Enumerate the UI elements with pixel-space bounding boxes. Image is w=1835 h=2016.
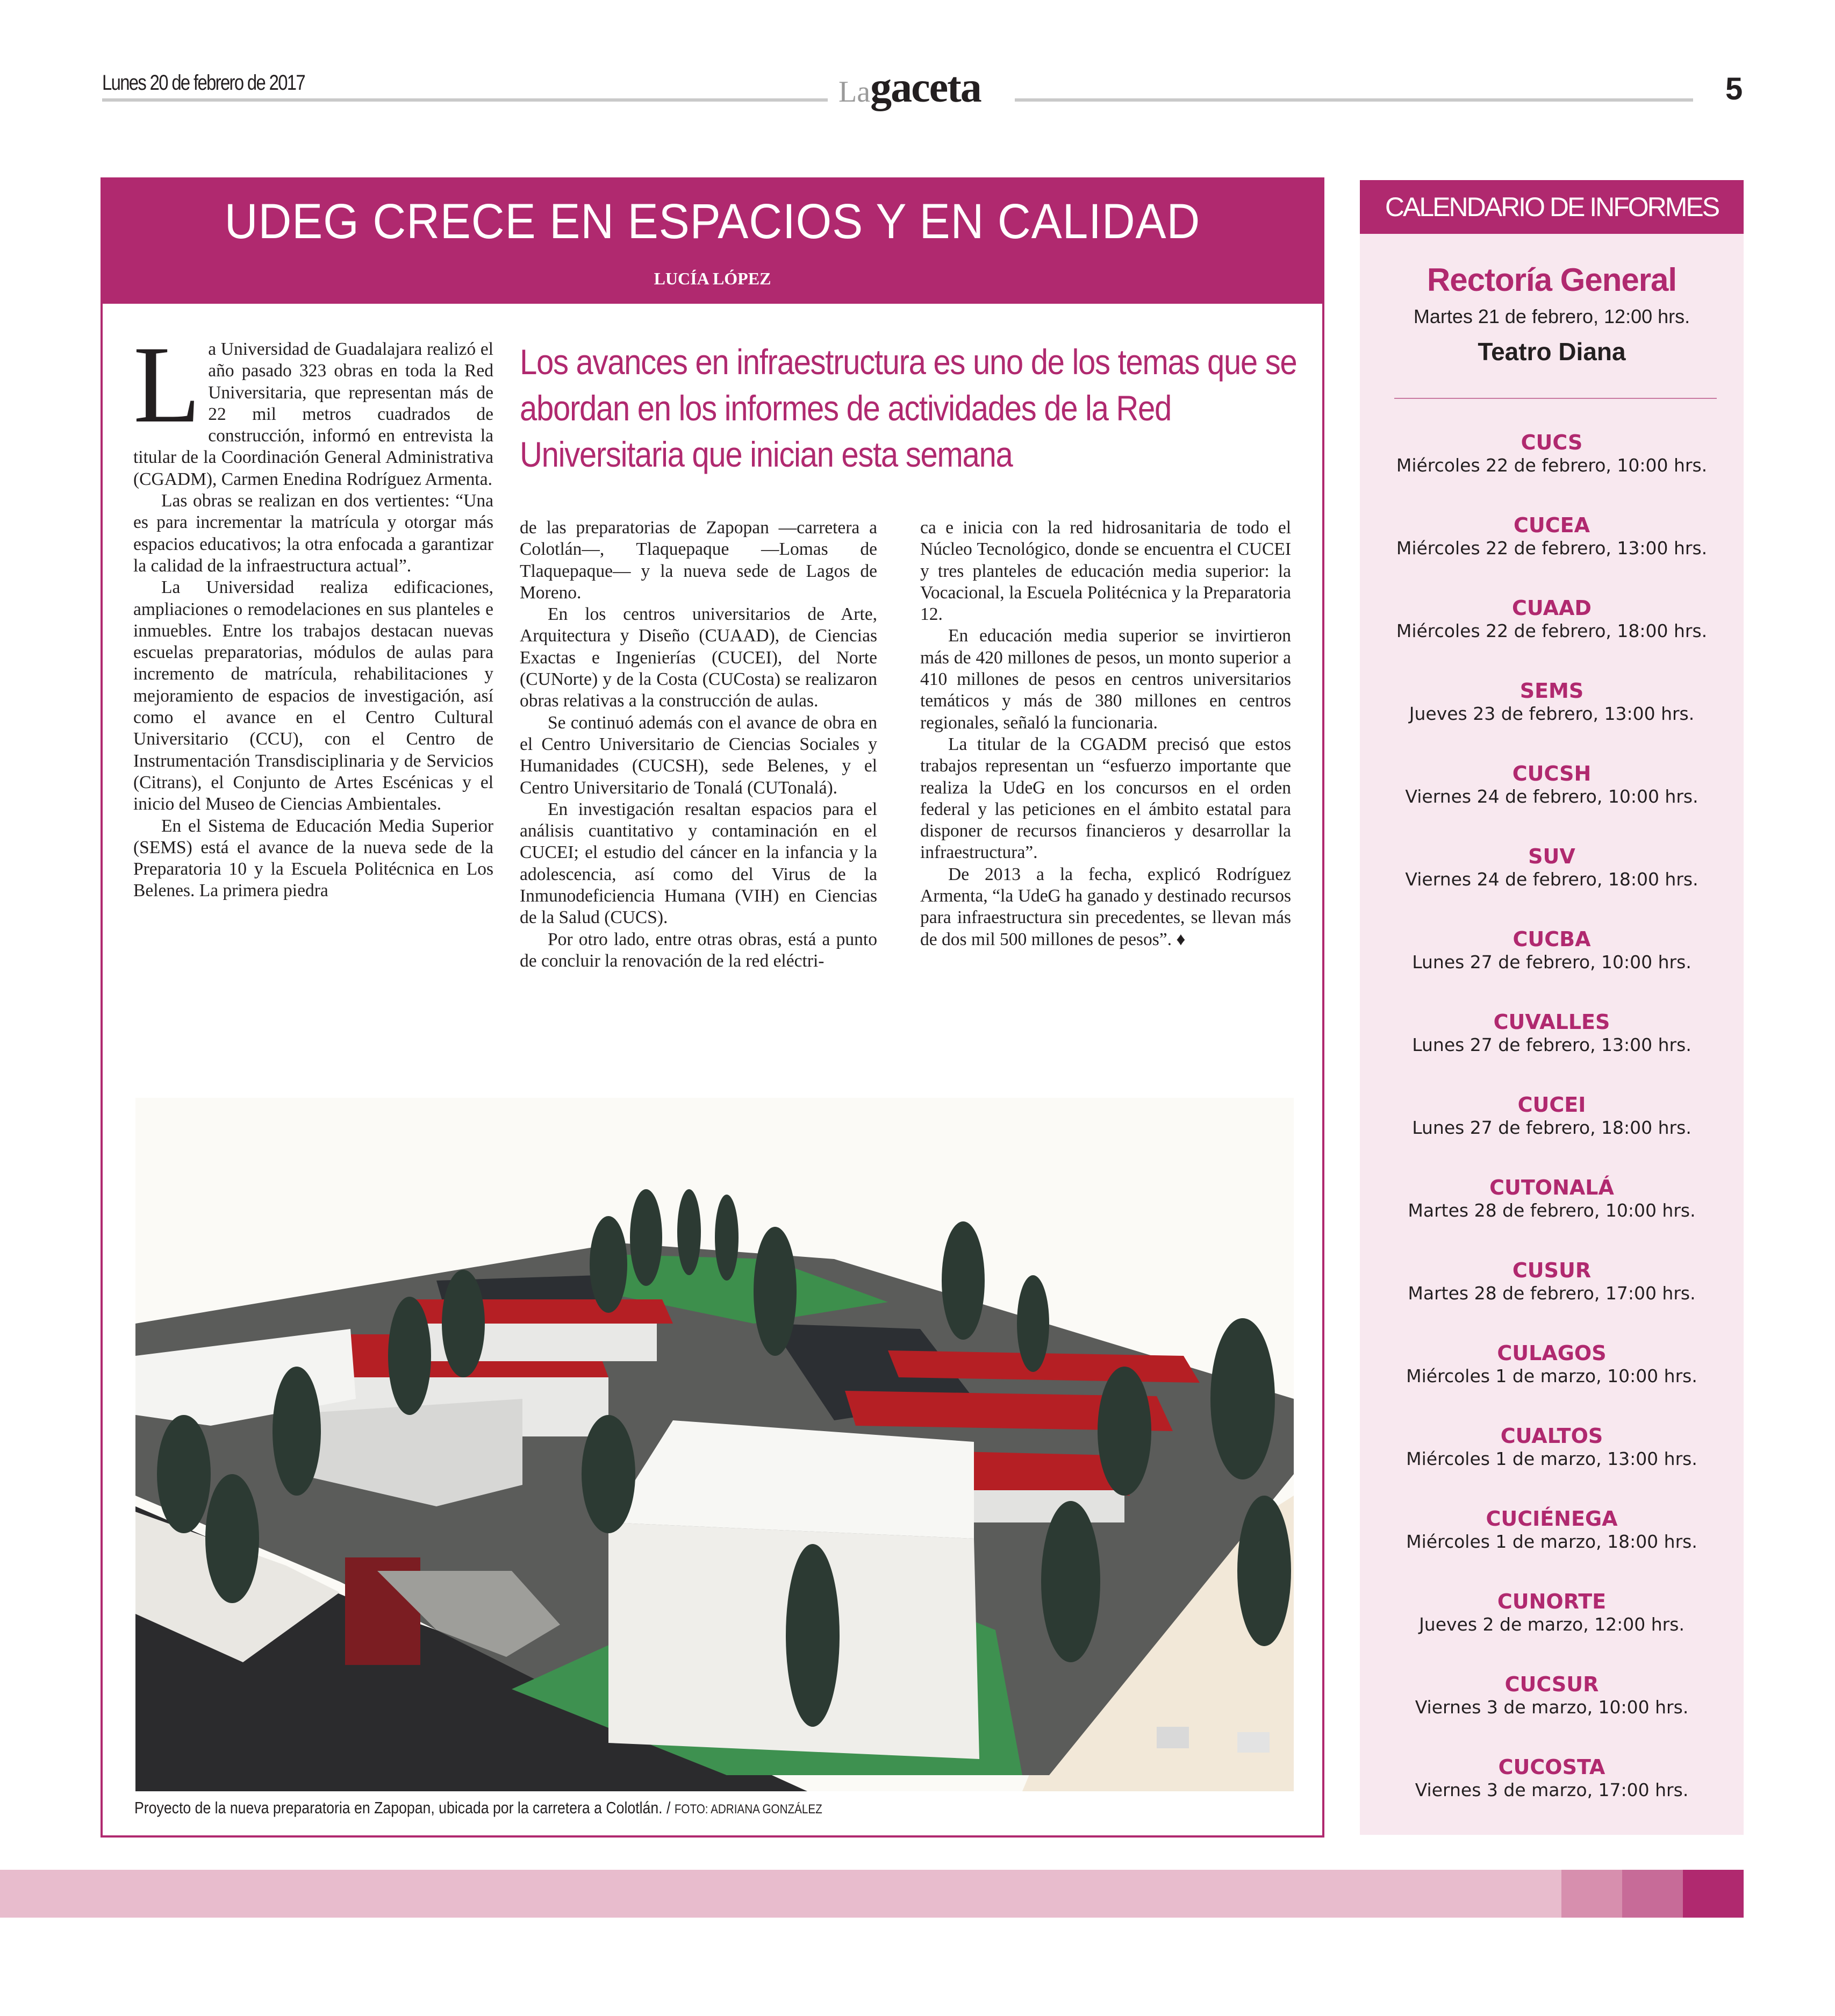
logo-gaceta: gaceta [870, 64, 981, 111]
calendar-event: CUCSUR Viernes 3 de marzo, 10:00 hrs. [1415, 1672, 1689, 1718]
calendar-event: CUCEA Miércoles 22 de febrero, 13:00 hrs. [1396, 513, 1708, 559]
calendar-event: CULAGOS Miércoles 1 de marzo, 10:00 hrs. [1406, 1341, 1697, 1386]
paragraph: En el Sistema de Educación Media Superior (SEMS) está el avance de la nueva sede de la Preparatoria 10 y la Escuela Politécnica en Los Belenes. La primera piedra [133, 816, 493, 901]
calendar-event: SUV Viernes 24 de febrero, 18:00 hrs. [1405, 845, 1698, 890]
calendar-event: CUCEI Lunes 27 de febrero, 18:00 hrs. [1412, 1093, 1691, 1138]
masthead-logo [838, 63, 981, 112]
calendar-divider [1394, 398, 1717, 399]
featured-event-name: Rectoría General [1427, 262, 1677, 298]
article-column-2 [520, 517, 877, 972]
paragraph: La titular de la CGADM precisó que estos trabajos representan un “esfuerzo importante que realiza la UdeG en los concursos en el orden federal y las peticiones en el ámbito estatal para disponer de recursos financieros y desarrollar la infraestructura”. [920, 734, 1291, 863]
article-title: UDEG CRECE EN ESPACIOS Y EN CALIDAD [224, 194, 1201, 249]
paragraph: Las obras se realizan en dos vertientes: “Una es para incrementar la matrícula y otorgar más espacios educativos; la otra enfocada a garantizar la calidad de la infraestructura actual”. [133, 491, 493, 576]
footer-band-block-2 [1622, 1870, 1683, 1918]
campus-rendering-illustration [135, 1098, 1294, 1791]
paragraph: En los centros universitarios de Arte, Arquitectura y Diseño (CUAAD), de Ciencias Exactas e Ingenierías (CUCEI), del Norte (CUNorte) y de la Costa (CUCosta) se realizaron obras relativas a la construcción de aulas. [520, 604, 877, 711]
end-mark-icon: ♦ [1176, 929, 1186, 949]
footer-band-block-1 [1561, 1870, 1622, 1918]
article-column-3 [920, 517, 1291, 950]
calendar-event: CUAAD Miércoles 22 de febrero, 18:00 hrs. [1396, 596, 1708, 641]
logo-la: La [838, 75, 871, 109]
calendar-event: CUTONALÁ Martes 28 de febrero, 10:00 hrs. [1408, 1176, 1696, 1221]
paragraph: ca e inicia con la red hidrosanitaria de todo el Núcleo Tecnológico, donde se encuentra el CUCEI y tres planteles de educación media superior: la Vocacional, la Escuela Politécnica y la Preparatoria 12. [920, 518, 1291, 625]
featured-event-place: Teatro Diana [1478, 338, 1626, 366]
article-column-1 [133, 324, 493, 902]
issue-date: Lunes 20 de febrero de 2017 [102, 71, 305, 95]
drop-cap: L [133, 324, 201, 446]
article-byline: LUCÍA LÓPEZ [654, 269, 771, 288]
footer-band-block-3 [1683, 1870, 1744, 1918]
footer-band-light [0, 1870, 1561, 1918]
calendar-title: CALENDARIO DE INFORMES [1360, 180, 1744, 234]
photo-credit: FOTO: ADRIANA GONZÁLEZ [674, 1802, 822, 1817]
photo-caption: Proyecto de la nueva preparatoria en Zapopan, ubicada por la carretera a Colotlán. / FOTO: ADRIANA GONZÁLEZ [134, 1798, 822, 1817]
paragraph: de las preparatorias de Zapopan —carretera a Colotlán—, Tlaquepaque —Lomas de Tlaquepaque— y la nueva sede de Lagos de Moreno. [520, 518, 877, 603]
paragraph: La Universidad de Guadalajara realizó el año pasado 323 obras en toda la Red Universitaria, que representan más de 22 mil metros cuadrados de construcción, informó en entrevista la titular de la Coordinación General Administrativa (CGADM), Carmen Enedina Rodríguez Armenta. [133, 324, 493, 489]
header-rule-left [102, 98, 828, 102]
calendar-event: CUALTOS Miércoles 1 de marzo, 13:00 hrs. [1406, 1424, 1697, 1469]
featured-event-date: Martes 21 de febrero, 12:00 hrs. [1413, 305, 1690, 327]
calendar-event: CUCOSTA Viernes 3 de marzo, 17:00 hrs. [1415, 1755, 1689, 1800]
calendar-event: CUNORTE Jueves 2 de marzo, 12:00 hrs. [1419, 1590, 1685, 1635]
calendar-event: CUCBA Lunes 27 de febrero, 10:00 hrs. [1412, 927, 1691, 973]
header-rule-right [1015, 98, 1693, 102]
paragraph: De 2013 a la fecha, explicó Rodríguez Armenta, “la UdeG ha ganado y destinado recursos para infraestructura sin precedentes, se llevan más de dos mil 500 millones de pesos”. ♦ [920, 864, 1291, 949]
paragraph: Se continuó además con el avance de obra en el Centro Universitario de Ciencias Sociales y Humanidades (CUCSH), sede Belenes, y el Centro Universitario de Tonalá (CUTonalá). [520, 712, 877, 798]
calendar-event: CUCIÉNEGA Miércoles 1 de marzo, 18:00 hrs. [1406, 1507, 1697, 1552]
page-number: 5 [1725, 72, 1743, 106]
paragraph: En investigación resaltan espacios para el análisis cuantitativo y contaminación en el CUCEI; el estudio del cáncer en la infancia y la adolescencia, así como del Virus de la Inmunodeficiencia Humana (VIH) en Ciencias de la Salud (CUCS). [520, 799, 877, 928]
calendar-event: SEMS Jueves 23 de febrero, 13:00 hrs. [1409, 679, 1695, 724]
calendar-event: CUCS Miércoles 22 de febrero, 10:00 hrs. [1396, 431, 1708, 476]
calendar-event: CUCSH Viernes 24 de febrero, 10:00 hrs. [1405, 762, 1698, 807]
campus-rendering-photo [135, 1098, 1294, 1791]
calendar-event: CUVALLES Lunes 27 de febrero, 13:00 hrs. [1412, 1010, 1691, 1055]
paragraph: Por otro lado, entre otras obras, está a punto de concluir la renovación de la red eléctri- [520, 929, 877, 971]
paragraph: En educación media superior se invirtieron más de 420 millones de pesos, un monto superior a 410 millones de pesos en centros universitarios temáticos y más de 380 millones en centros regionales, señaló la funcionaria. [920, 626, 1291, 733]
paragraph: La Universidad realiza edificaciones, ampliaciones o remodelaciones en sus planteles e inmuebles. Entre los trabajos destacan nuevas escuelas preparatorias, módulos de aulas para incremento de matrícula, rehabilitaciones y mejoramiento de espacios de investigación, así como el avance en el Centro Cultural Universitario (CCU), con el Centro de Instrumentación Transdisciplinaria y de Servicios (Citrans), el Conjunto de Artes Escénicas y el inicio del Museo de Ciencias Ambientales. [133, 577, 493, 814]
calendar-event-list [1360, 430, 1744, 1838]
article-deck: Los avances en infraestructura es uno de los temas que se abordan en los informes de actividades de la Red Universitaria que inician esta semana [520, 342, 1297, 474]
calendar-event: CUSUR Martes 28 de febrero, 17:00 hrs. [1408, 1259, 1696, 1304]
